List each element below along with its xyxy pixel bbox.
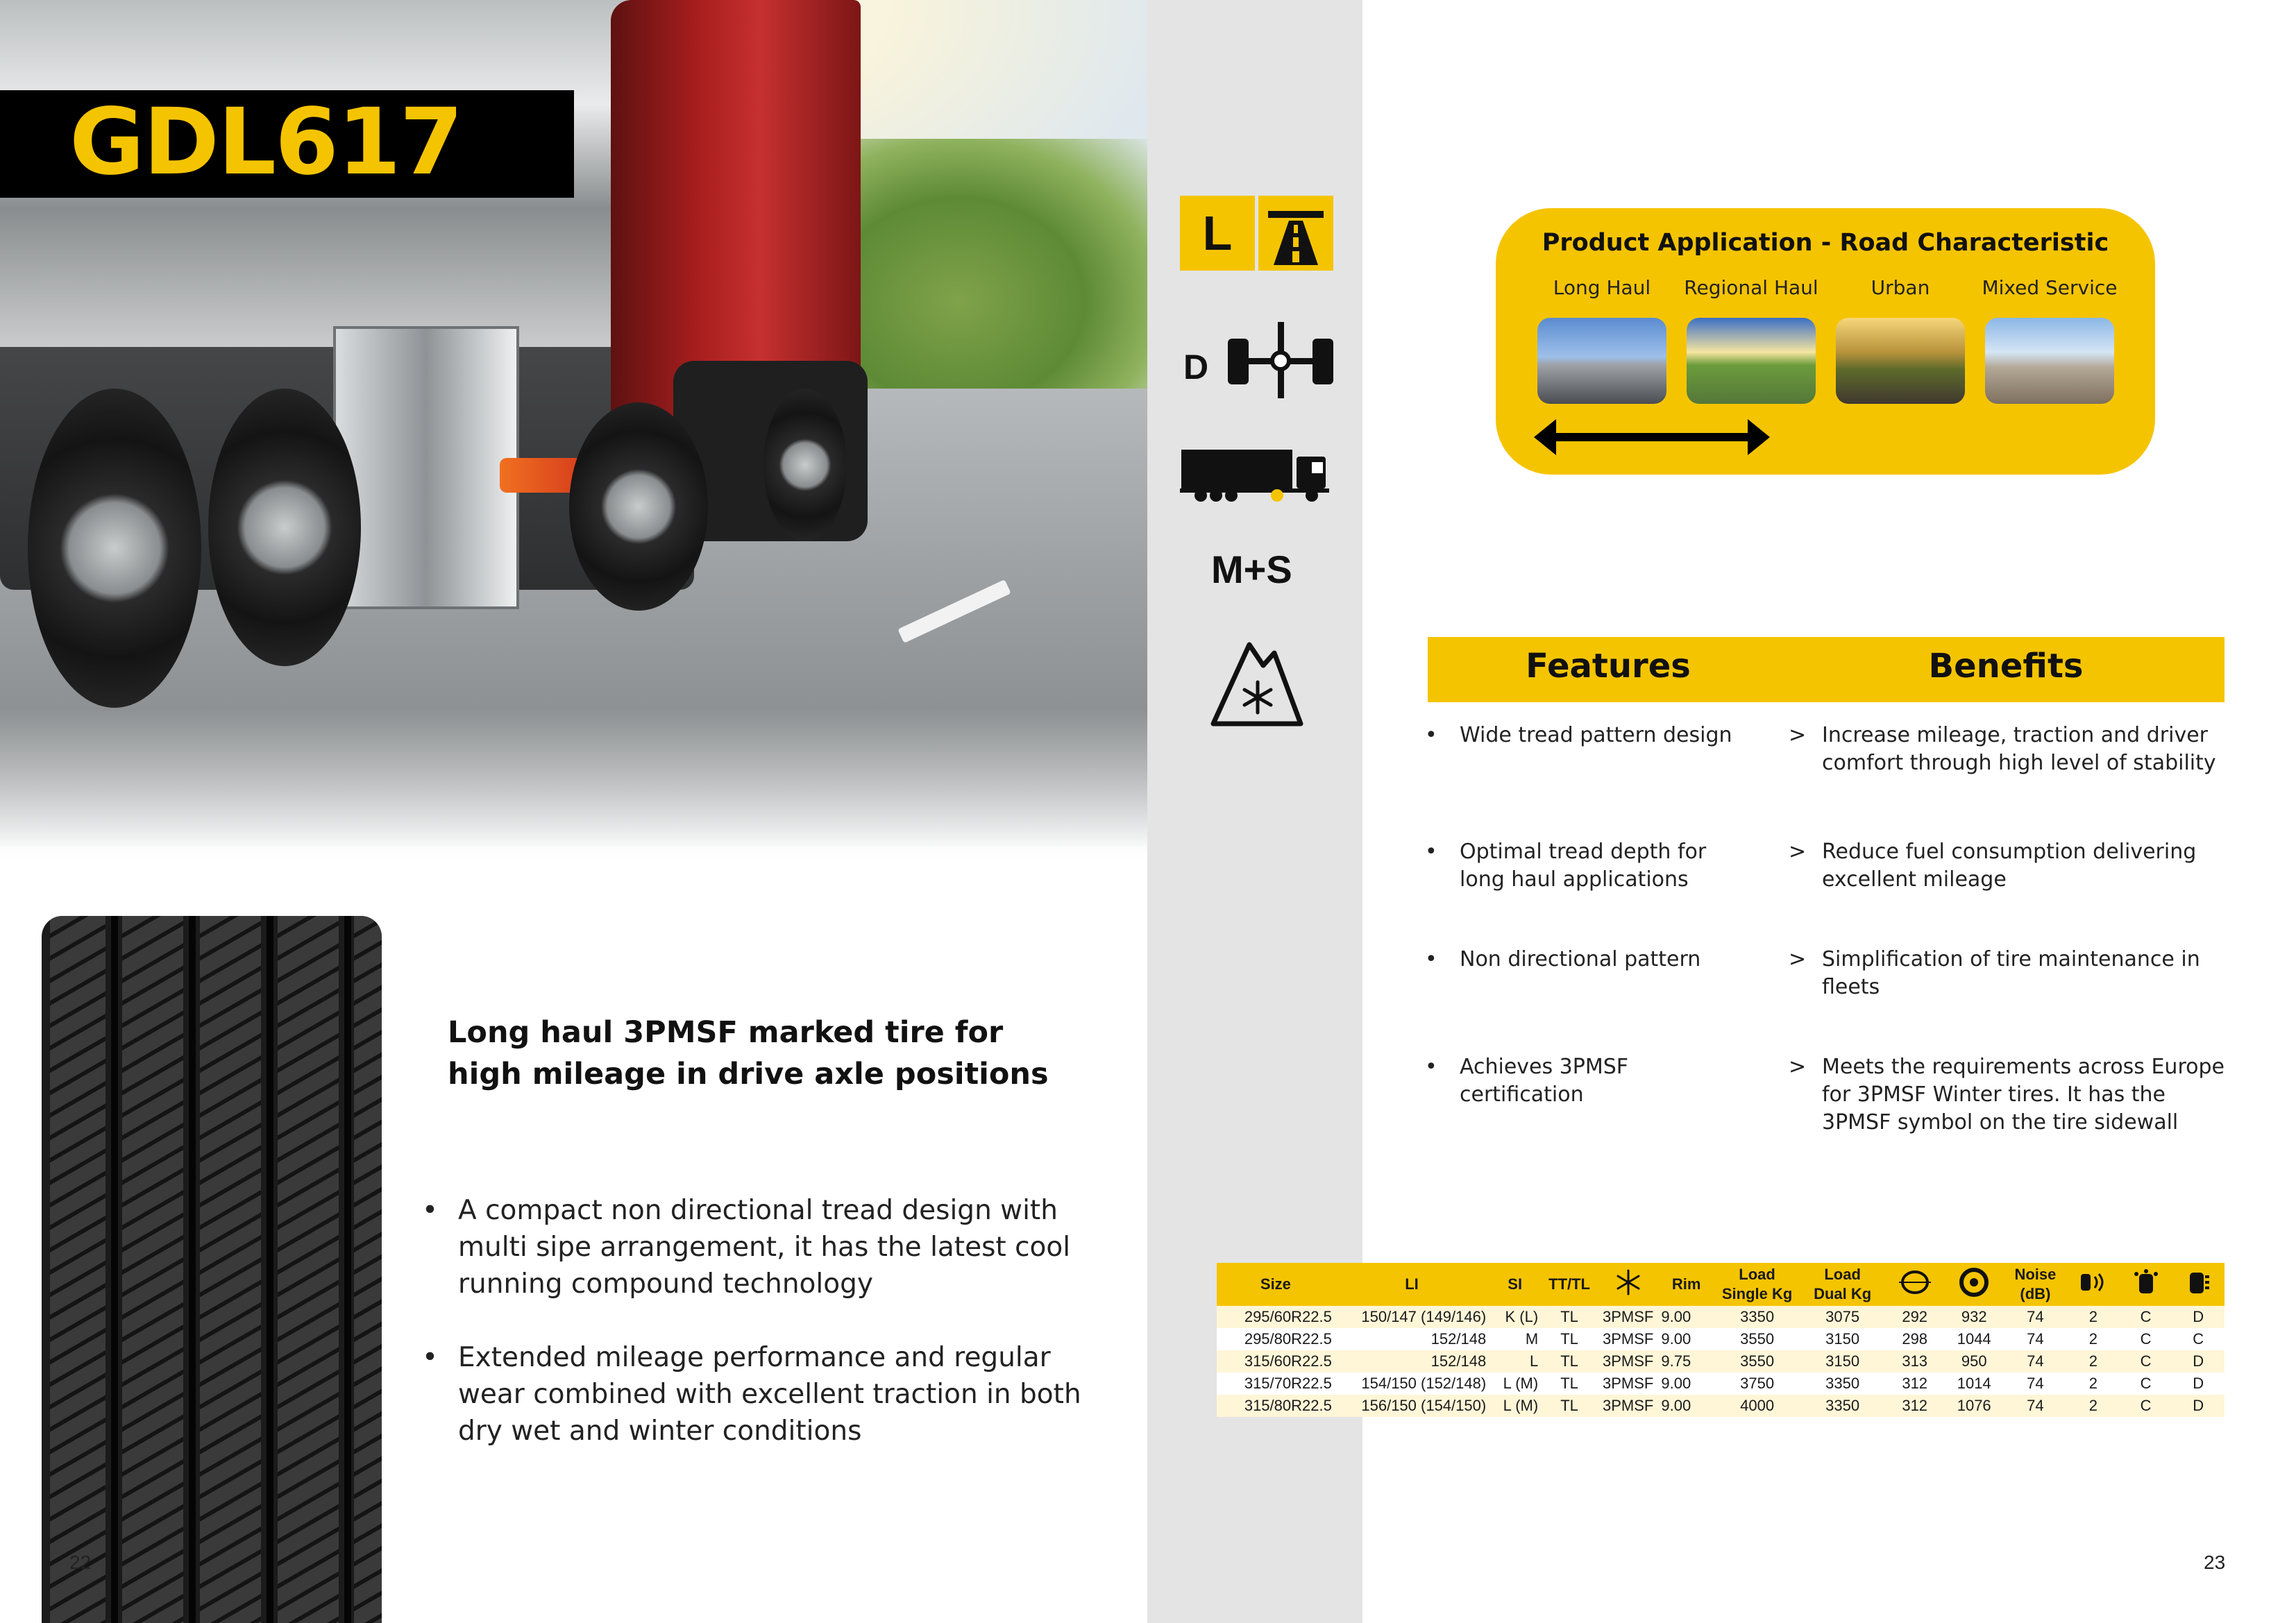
benefits-heading: Benefits: [1928, 647, 2084, 686]
feature-text: Wide tread pattern design: [1460, 723, 1732, 747]
urban-photo: [1836, 318, 1965, 404]
benefit-text: Increase mileage, traction and driver comfort through high level of stability: [1822, 723, 2216, 775]
photo-wheel: [28, 389, 201, 708]
page-number-right: 23: [2204, 1552, 2226, 1573]
cell-tttl: TL: [1541, 1350, 1598, 1373]
cell-li: 154/150 (152/148): [1335, 1373, 1489, 1395]
cell-noise-class: 2: [2067, 1306, 2120, 1328]
feature-bullet: •: [1425, 947, 1437, 971]
cell-size: 295/80R22.5: [1217, 1328, 1335, 1350]
cell-snow: 3PMSF: [1598, 1350, 1658, 1373]
table-row: [1217, 1395, 2225, 1417]
cell-load-dual: 3350: [1800, 1395, 1885, 1417]
photo-trees: [826, 139, 1158, 409]
cell-rim: 9.00: [1658, 1373, 1714, 1395]
features-heading: Features: [1526, 647, 1691, 686]
cell-load-single: 4000: [1714, 1395, 1800, 1417]
cell-si: K (L): [1489, 1306, 1541, 1328]
cell-noise: 74: [2004, 1373, 2067, 1395]
cell-diameter: 950: [1944, 1350, 2003, 1373]
cell-size: 295/60R22.5: [1217, 1306, 1335, 1328]
cell-section-width: 298: [1885, 1328, 1945, 1350]
cell-rolling-resistance: D: [2172, 1306, 2225, 1328]
rolling-resistance-icon: [2172, 1263, 2225, 1306]
col-noise-line2: (dB): [2020, 1285, 2051, 1302]
col-load-dual-line2: Dual Kg: [1814, 1285, 1872, 1302]
table-row: [1217, 1373, 2225, 1395]
description-bullet: [422, 1339, 1097, 1450]
cell-noise: 74: [2004, 1306, 2067, 1328]
col-si: SI: [1489, 1263, 1541, 1306]
section-width-icon: [1885, 1263, 1945, 1306]
cell-load-single: 3550: [1714, 1350, 1800, 1373]
truck-trailer-icon: [1180, 444, 1336, 510]
cell-li: 152/148: [1335, 1350, 1489, 1373]
cell-section-width: 312: [1885, 1395, 1945, 1417]
col-noise-line1: Noise: [2014, 1266, 2057, 1283]
application-label: Urban: [1871, 276, 1930, 299]
wet-grip-icon: [2120, 1263, 2172, 1306]
cell-rolling-resistance: D: [2172, 1395, 2225, 1417]
cell-diameter: 1044: [1944, 1328, 2003, 1350]
bullet-text: Extended mileage performance and regular wear combined with excellent traction in both dry wet and winter conditions: [458, 1342, 1081, 1447]
table-header-row: [1217, 1263, 2225, 1306]
cell-rolling-resistance: C: [2172, 1328, 2225, 1350]
col-rim: Rim: [1658, 1263, 1714, 1306]
cell-noise-class: 2: [2067, 1373, 2120, 1395]
cell-li: 156/150 (154/150): [1335, 1395, 1489, 1417]
bullet-dot: •: [422, 1342, 439, 1373]
feature-text: Achieves 3PMSF certification: [1460, 1055, 1629, 1107]
feature-text: Optimal tread depth for long haul applications: [1460, 840, 1707, 892]
cell-si: L (M): [1489, 1373, 1541, 1395]
cell-si: L (M): [1489, 1395, 1541, 1417]
cell-load-single: 3550: [1714, 1328, 1800, 1350]
cell-load-single: 3750: [1714, 1373, 1800, 1395]
table-row: [1217, 1306, 2225, 1328]
cell-si: L: [1489, 1350, 1541, 1373]
tire-spec-table: [1217, 1263, 2225, 1417]
3pmsf-mountain-snowflake-icon: [1208, 635, 1305, 732]
tire-diameter-icon: [1944, 1263, 2003, 1306]
feature-text: Non directional pattern: [1460, 947, 1701, 971]
application-label: Long Haul: [1553, 276, 1651, 299]
col-li: LI: [1335, 1263, 1489, 1306]
cell-rim: 9.75: [1658, 1350, 1714, 1373]
mixed-service-photo: [1985, 318, 2114, 404]
speed-class-badge: [1180, 196, 1255, 271]
col-noise: [2004, 1263, 2067, 1306]
feature-bullet: •: [1425, 840, 1437, 864]
mud-snow-label: M+S: [1211, 547, 1292, 591]
product-subtitle: Long haul 3PMSF marked tire for high mileage in drive axle positions: [448, 1015, 1049, 1091]
long-haul-photo: [1537, 318, 1666, 404]
benefit-arrow: >: [1789, 947, 1807, 971]
description-bullet: [422, 1192, 1097, 1302]
benefit-text: Meets the requirements across Europe for 3PMSF Winter tires. It has the 3PMSF symbol on the tire sidewall: [1822, 1055, 2225, 1135]
cell-tttl: TL: [1541, 1328, 1598, 1350]
cell-noise-class: 2: [2067, 1395, 2120, 1417]
tire-tread-image: [42, 916, 382, 1623]
feature-bullet: •: [1425, 723, 1437, 747]
benefit-arrow: >: [1789, 723, 1807, 747]
cell-snow: 3PMSF: [1598, 1306, 1658, 1328]
benefit-arrow: >: [1789, 1055, 1807, 1079]
product-title: GDL617: [69, 89, 462, 196]
cell-size: 315/80R22.5: [1217, 1395, 1335, 1417]
application-label: Mixed Service: [1982, 276, 2118, 299]
cell-snow: 3PMSF: [1598, 1328, 1658, 1350]
cell-diameter: 1076: [1944, 1395, 2003, 1417]
cell-size: 315/60R22.5: [1217, 1350, 1335, 1373]
cell-tttl: TL: [1541, 1395, 1598, 1417]
cell-noise: 74: [2004, 1350, 2067, 1373]
benefit-arrow: >: [1789, 840, 1807, 864]
cell-noise-class: 2: [2067, 1350, 2120, 1373]
table-row: [1217, 1328, 2225, 1350]
col-load-dual: [1800, 1263, 1885, 1306]
cell-section-width: 292: [1885, 1306, 1945, 1328]
cell-load-dual: 3150: [1800, 1328, 1885, 1350]
cell-noise: 74: [2004, 1395, 2067, 1417]
col-tttl: TT/TL: [1541, 1263, 1598, 1306]
cell-wet-grip: C: [2120, 1328, 2172, 1350]
cell-load-single: 3350: [1714, 1306, 1800, 1328]
page-number-left: 22: [69, 1552, 92, 1573]
table-body: [1217, 1306, 2225, 1417]
table-row: [1217, 1350, 2225, 1373]
feature-bullet: •: [1425, 1055, 1437, 1079]
road-characteristic-title: Product Application - Road Characteristic: [1542, 229, 2109, 257]
application-label: Regional Haul: [1684, 276, 1818, 299]
col-load-dual-line1: Load: [1824, 1266, 1861, 1283]
cell-si: M: [1489, 1328, 1541, 1350]
axle-letter: D: [1183, 348, 1209, 386]
cell-li: 152/148: [1335, 1328, 1489, 1350]
cell-rim: 9.00: [1658, 1306, 1714, 1328]
highway-icon: [1258, 196, 1333, 271]
bullet-dot: •: [422, 1195, 439, 1226]
benefit-text: Simplification of tire maintenance in fleets: [1822, 947, 2200, 999]
cell-section-width: 313: [1885, 1350, 1945, 1373]
cell-rolling-resistance: D: [2172, 1350, 2225, 1373]
application-range-arrow: [1534, 416, 1770, 461]
cell-snow: 3PMSF: [1598, 1395, 1658, 1417]
cell-tttl: TL: [1541, 1306, 1598, 1328]
cell-tttl: TL: [1541, 1373, 1598, 1395]
cell-rolling-resistance: D: [2172, 1373, 2225, 1395]
cell-rim: 9.00: [1658, 1395, 1714, 1417]
photo-wheel: [208, 389, 361, 666]
cell-noise-class: 2: [2067, 1328, 2120, 1350]
cell-section-width: 312: [1885, 1373, 1945, 1395]
bullet-text: A compact non directional tread design with multi sipe arrangement, it has the latest cool running compound technology: [458, 1195, 1071, 1300]
cell-rim: 9.00: [1658, 1328, 1714, 1350]
col-load-single-line1: Load: [1739, 1266, 1775, 1283]
snowflake-icon: [1598, 1263, 1658, 1306]
cell-wet-grip: C: [2120, 1373, 2172, 1395]
cell-load-dual: 3075: [1800, 1306, 1885, 1328]
cell-noise: 74: [2004, 1328, 2067, 1350]
cell-size: 315/70R22.5: [1217, 1373, 1335, 1395]
cell-diameter: 932: [1944, 1306, 2003, 1328]
speed-class-letter: L: [1202, 206, 1233, 260]
cell-diameter: 1014: [1944, 1373, 2003, 1395]
drive-axle-icon: [1225, 319, 1336, 406]
regional-haul-photo: [1687, 318, 1816, 404]
benefit-text: Reduce fuel consumption delivering excellent mileage: [1822, 840, 2197, 892]
photo-wheel: [763, 389, 847, 541]
photo-wheel: [569, 402, 708, 611]
cell-wet-grip: C: [2120, 1395, 2172, 1417]
col-load-single-line2: Single Kg: [1721, 1285, 1793, 1302]
col-load-single: [1714, 1263, 1800, 1306]
noise-icon: [2067, 1263, 2120, 1306]
cell-wet-grip: C: [2120, 1306, 2172, 1328]
cell-snow: 3PMSF: [1598, 1373, 1658, 1395]
cell-wet-grip: C: [2120, 1350, 2172, 1373]
cell-load-dual: 3150: [1800, 1350, 1885, 1373]
col-size: Size: [1217, 1263, 1335, 1306]
cell-li: 150/147 (149/146): [1335, 1306, 1489, 1328]
photo-toolbox: [333, 326, 519, 609]
cell-load-dual: 3350: [1800, 1373, 1885, 1395]
